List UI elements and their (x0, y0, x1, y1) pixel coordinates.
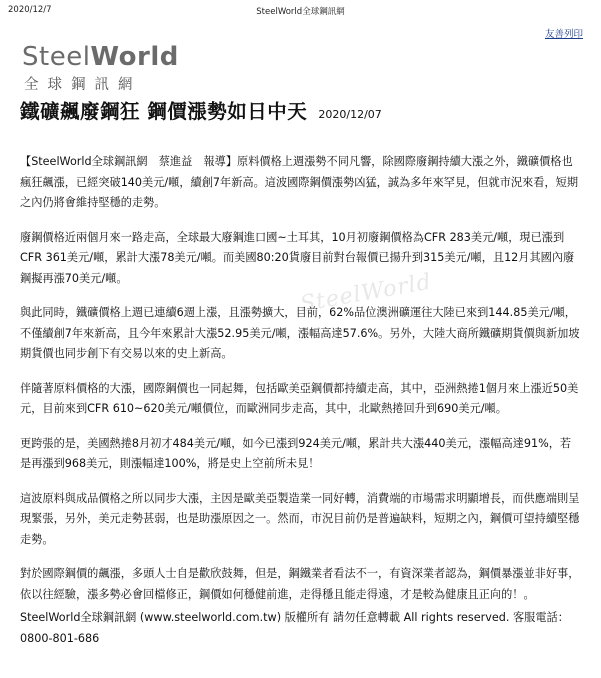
copyright-footer (20, 608, 580, 649)
article-date: 2020/12/07 (318, 108, 382, 121)
watermark: SteelWorld (298, 269, 434, 318)
article-paragraph: 對於國際鋼價的飆漲，多頭人士自是歡欣鼓舞，但是，鋼鐵業者看法不一，有資深業者認為，鋼價暴漲並非好事，依以往經驗，漲多勢必會回檔修正，鋼價如何穩健前進，走得穩且能走得遠，才是較為健康且正向的！。 (20, 567, 580, 601)
article-title: 鐵礦飆廢鋼狂 鋼價漲勢如日中天 (20, 100, 308, 123)
article-paragraph: 更跨張的是，美國熱捲8月初才484美元/噸，如今已漲到924美元/噸，累計共大漲440美元，漲幅高達91%，若是再漲到968美元，則漲幅達100%，將是史上空前所未見！ (20, 436, 572, 470)
steelworld-logo (22, 44, 182, 92)
logo-wordmark (22, 44, 182, 70)
article-headline (20, 96, 382, 124)
site-title: SteelWorld全球鋼訊網 (256, 7, 345, 17)
logo-chinese-name: 全球鋼訊網 (24, 77, 142, 93)
print-date: 2020/12/7 (8, 5, 52, 15)
logo-world-text: World (90, 42, 179, 72)
logo-steel-text: Steel (22, 42, 91, 72)
article-paragraph: 伴隨著原料價格的大漲，國際鋼價也一同起舞，包括歐美亞鋼價都持續走高，其中，亞洲熱捲1個月來上漲近50美元，目前來到CFR 610~620美元/噸價位，而歐洲同步走高，其中，北歐熱捲回升到690美元/噸。 (20, 381, 579, 415)
article-paragraph: 與此同時，鐵礦價格上週已連續6週上漲，且漲勢擴大，目前，62%品位澳洲礦運往大陸已來到144.85美元/噸，不僅續創7年來新高，且今年來累計大漲52.95美元/噸，漲幅高達57.6%。另外，大陸大商所鐵礦期貨價與新加坡期貨價也同步創下有交易以來的史上新高。 (20, 306, 580, 360)
top-bar (0, 0, 601, 22)
print-friendly-link[interactable]: 友善列印 (544, 29, 583, 40)
article-body (20, 152, 580, 649)
copyright-text: SteelWorld全球鋼訊網 (www.steelworld.com.tw) 版權所有 請勿任意轉載 All rights reserved. 客服電話： (20, 611, 569, 624)
service-phone: 0800-801-686 (20, 631, 100, 645)
article-paragraph: 廢鋼價格近兩個月來一路走高，全球最大廢鋼進口國~土耳其，10月初廢鋼價格為CFR 283美元/噸，現已漲到CFR 361美元/噸，累計大漲78美元/噸。而美國80:20貨廢目前對台報價已揚升到315美元/噸，且12月其國內廢鋼擬再漲70美元/噸。 (20, 230, 575, 285)
article-paragraph: 這波原料與成品價格之所以同步大漲，主因是歐美亞製造業一同好轉，消費端的市場需求明顯增長，而供應端則呈現緊張，另外，美元走勢甚弱，也是助漲原因之一。然而，市況目前仍是普遍缺料，短期之內，鋼價可望持續堅穩走勢。 (20, 491, 580, 546)
article-paragraph: 【SteelWorld全球鋼訊網 蔡進益 報導】原料價格上週漲勢不同凡響，除國際廢鋼持續大漲之外，鐵礦價格也瘋狂飆漲，已經突破140美元/噸，續創7年新高。這波國際鋼價漲勢凶猛，誠為多年來罕見，但就市況來看，短期之內仍將會維持堅穩的走勢。 (20, 155, 579, 209)
